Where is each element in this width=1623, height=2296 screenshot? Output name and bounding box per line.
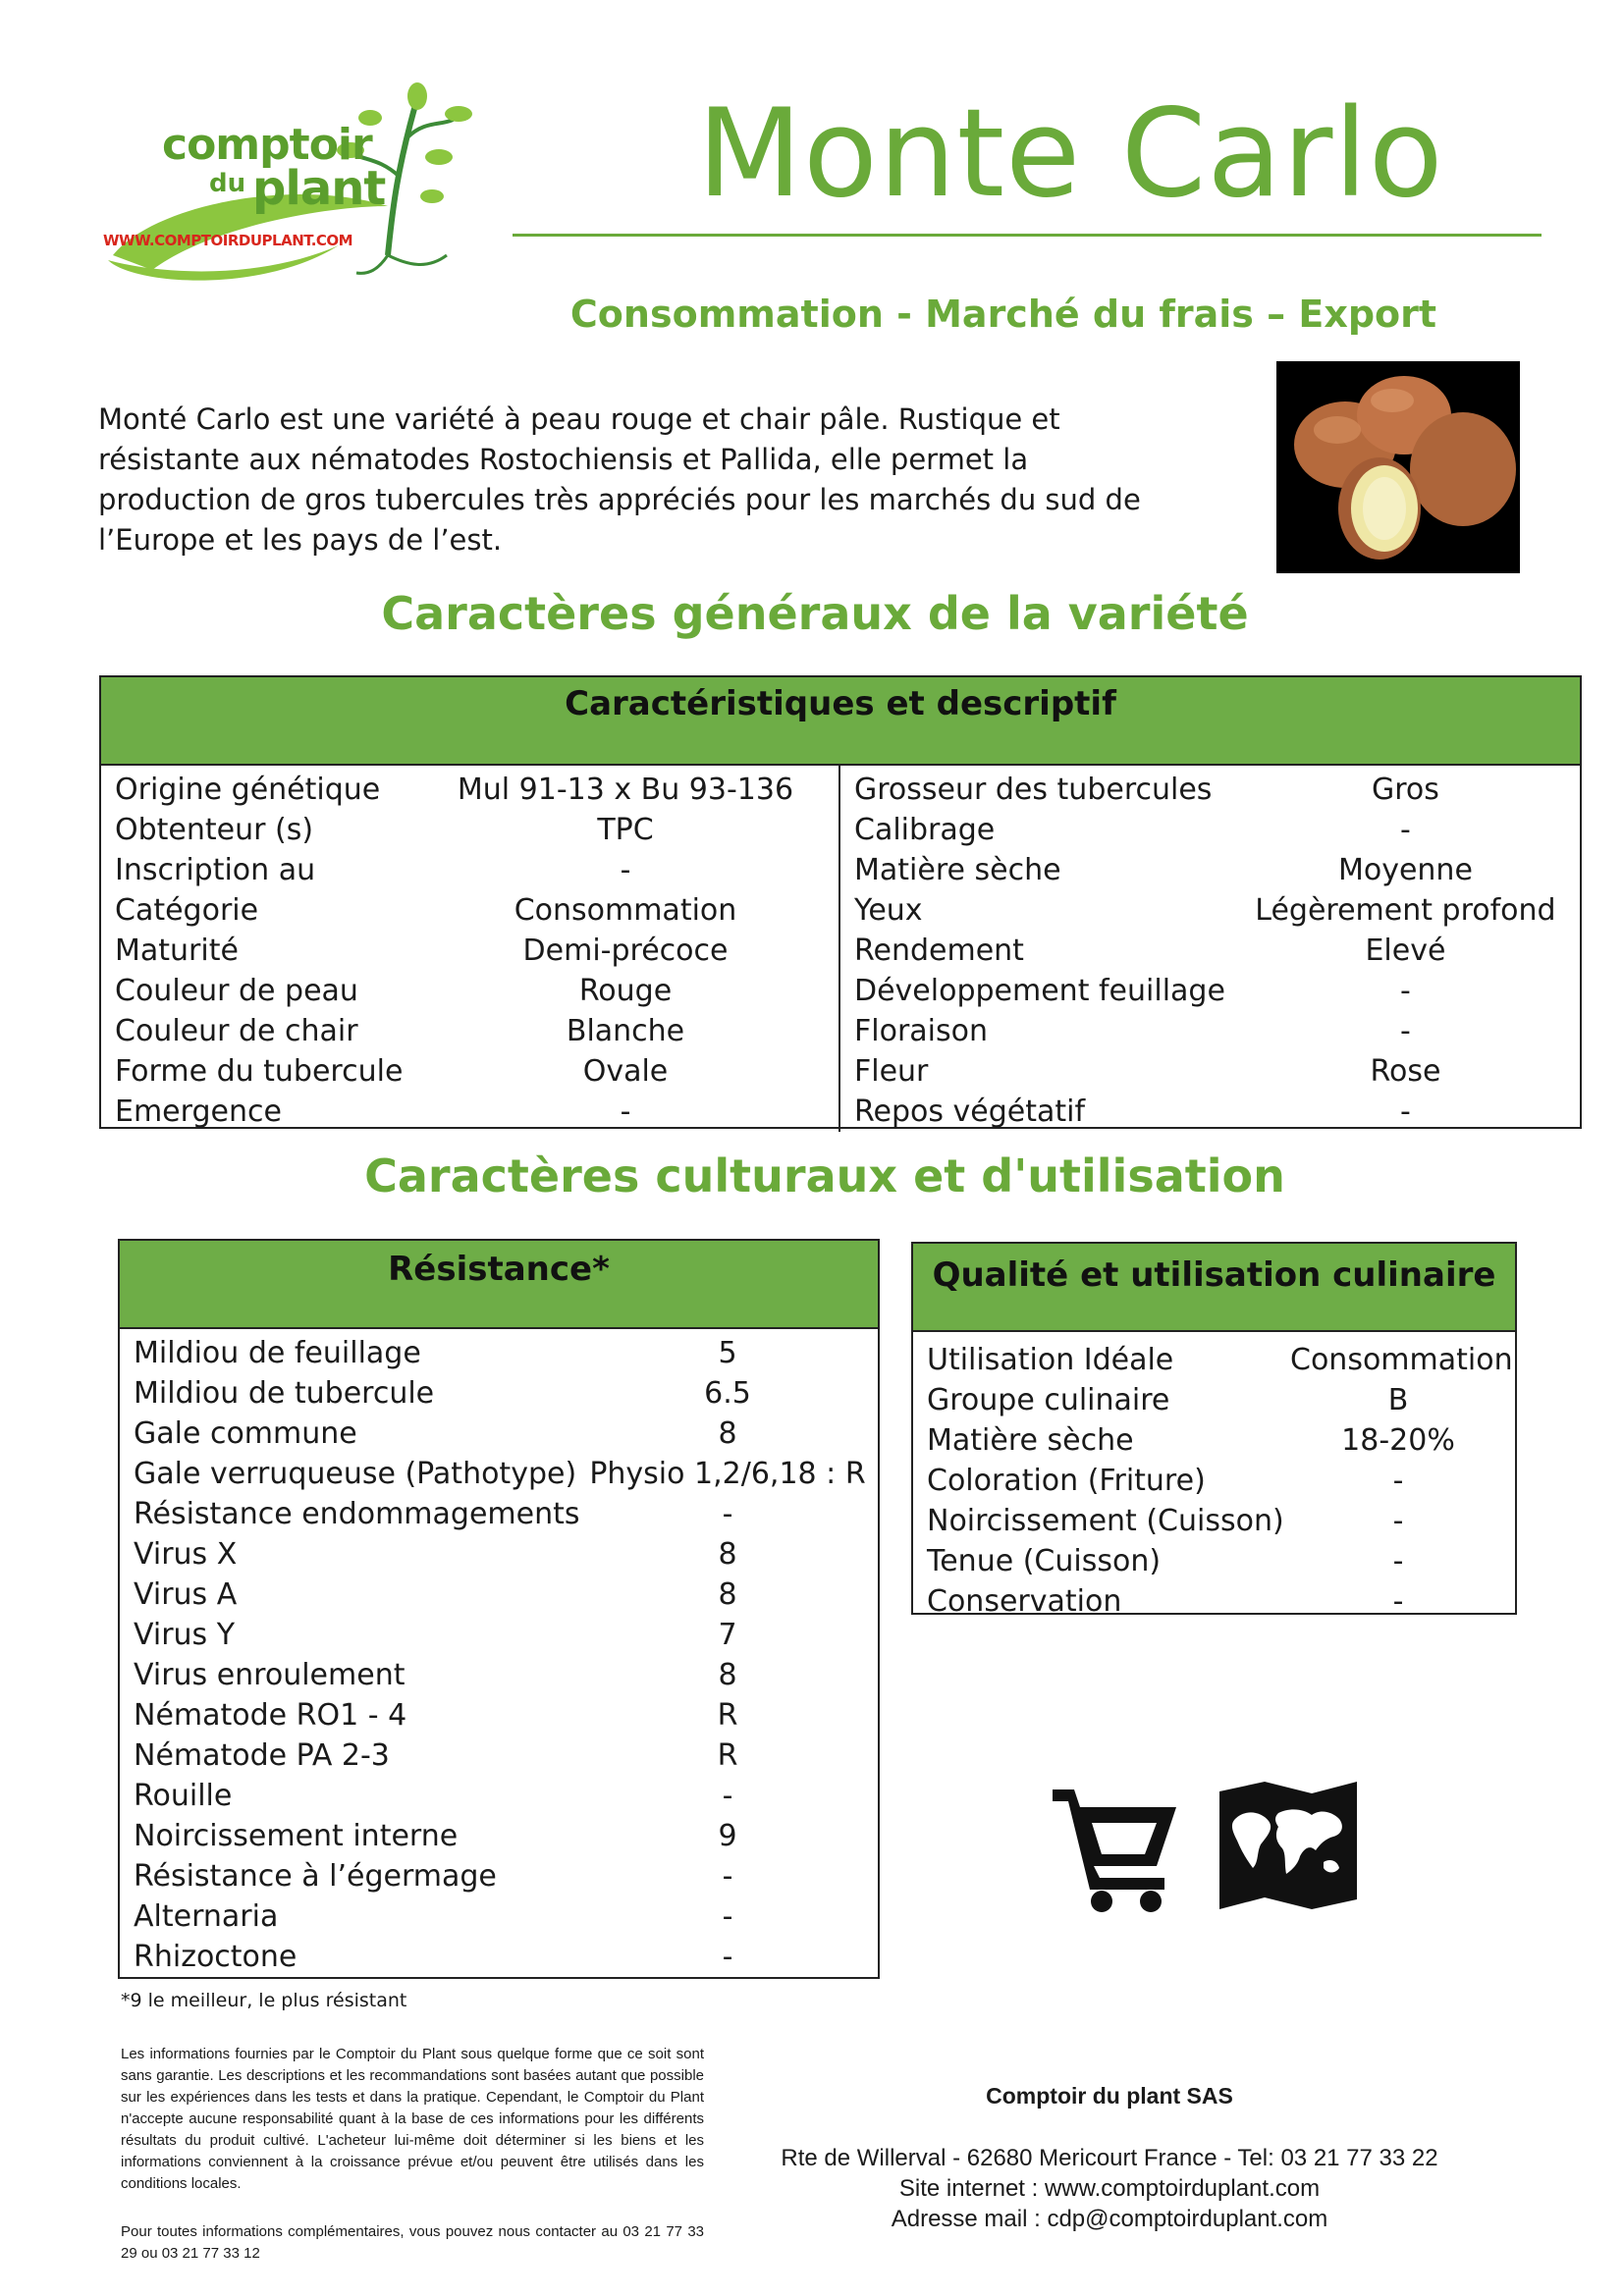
row-value: Consommation: [1290, 1343, 1513, 1377]
table-row: [120, 1776, 878, 1816]
row-value: -: [1400, 974, 1411, 1008]
company-address: Rte de Willerval - 62680 Mericourt France - Tel: 03 21 77 33 22: [781, 2145, 1438, 2171]
row-label: Emergence: [115, 1095, 282, 1129]
row-label: Conservation: [927, 1584, 1122, 1619]
row-label: Calibrage: [854, 813, 996, 847]
table-row: [101, 971, 839, 1011]
intro-text: Monté Carlo est une variété à peau rouge et chair pâle. Rustique et résistante aux nématodes Rostochiensis et Pallida, elle permet la production de gros tubercules très appréciés pour les marchés du sud de l’Europe et les pays de l’est.: [98, 402, 1141, 557]
row-value: -: [620, 853, 631, 887]
quality-table-title: Qualité et utilisation culinaire: [913, 1244, 1515, 1332]
row-value: -: [722, 1899, 733, 1934]
quality-table-body: [913, 1332, 1515, 1622]
table-row: [120, 1735, 878, 1776]
table-row: [120, 1534, 878, 1575]
row-label: Matière sèche: [927, 1423, 1134, 1458]
shopping-cart-icon: [1049, 1780, 1182, 1913]
table-row: [840, 1011, 1580, 1051]
row-label: Résistance à l’égermage: [134, 1859, 497, 1894]
table-row: [101, 770, 839, 810]
table-row: [101, 1092, 839, 1132]
table-row: [101, 931, 839, 971]
row-value: 5: [718, 1336, 737, 1370]
row-value: -: [620, 1095, 631, 1129]
table-row: [120, 1655, 878, 1695]
world-map-icon: [1217, 1780, 1359, 1911]
row-value: -: [1400, 1014, 1411, 1048]
table-row: [913, 1501, 1515, 1541]
row-label: Virus X: [134, 1537, 238, 1572]
table-row: [101, 850, 839, 890]
row-label: Noircissement (Cuisson): [927, 1504, 1284, 1538]
row-label: Développement feuillage: [854, 974, 1225, 1008]
table-row: [840, 1051, 1580, 1092]
table-row: [840, 971, 1580, 1011]
row-label: Couleur de chair: [115, 1014, 358, 1048]
characteristics-left-column: [101, 766, 840, 1132]
company-logo: [93, 59, 506, 294]
company-name: Comptoir du plant SAS: [986, 2083, 1233, 2109]
row-value: Elevé: [1365, 934, 1446, 968]
title-divider: [513, 234, 1542, 237]
characteristics-table-title: Caractéristiques et descriptif: [101, 677, 1580, 766]
table-row: [840, 770, 1580, 810]
row-label: Mildiou de tubercule: [134, 1376, 435, 1411]
table-row: [101, 1011, 839, 1051]
row-value: Rouge: [578, 974, 673, 1008]
table-row: [913, 1340, 1515, 1380]
row-value: Rose: [1370, 1054, 1441, 1089]
row-value: Demi-précoce: [522, 934, 729, 968]
row-value: -: [1392, 1504, 1404, 1538]
contact-note: Pour toutes informations complémentaires, vous pouvez nous contacter au 03 21 77 33 29 ou 03 21 77 33 12: [121, 2223, 704, 2262]
row-label: Catégorie: [115, 893, 259, 928]
company-email: Adresse mail : cdp@comptoirduplant.com: [891, 2206, 1328, 2232]
row-value: 7: [718, 1618, 737, 1652]
table-row: [913, 1420, 1515, 1461]
row-label: Résistance endommagements: [134, 1497, 580, 1531]
table-row: [120, 1615, 878, 1655]
row-value: R: [717, 1738, 738, 1773]
row-label: Matière sèche: [854, 853, 1061, 887]
table-row: [120, 1937, 878, 1977]
table-row: [913, 1461, 1515, 1501]
row-value: -: [722, 1859, 733, 1894]
quality-table: [911, 1242, 1517, 1619]
row-label: Grosseur des tubercules: [854, 773, 1213, 807]
row-value: -: [722, 1940, 733, 1974]
row-label: Inscription au: [115, 853, 316, 887]
table-row: [913, 1581, 1515, 1622]
row-value: Consommation: [514, 893, 737, 928]
row-value: Physio 1,2/6,18 : R: [589, 1457, 866, 1491]
row-value: -: [1400, 813, 1411, 847]
row-value: Ovale: [582, 1054, 669, 1089]
row-value: R: [717, 1698, 738, 1733]
row-value: B: [1387, 1383, 1409, 1417]
row-value: 18-20%: [1341, 1423, 1455, 1458]
row-label: Forme du tubercule: [115, 1054, 404, 1089]
section-heading-general: Caractères généraux de la variété: [381, 587, 1249, 640]
table-row: [120, 1414, 878, 1454]
table-row: [840, 931, 1580, 971]
row-label: Tenue (Cuisson): [927, 1544, 1162, 1578]
company-contact: [727, 2143, 1492, 2234]
potato-photo: [1276, 361, 1520, 573]
row-value: 8: [718, 1577, 737, 1612]
row-value: Légèrement profond: [1255, 893, 1556, 928]
table-row: [120, 1695, 878, 1735]
row-label: Maturité: [115, 934, 239, 968]
row-value: -: [1392, 1544, 1404, 1578]
row-label: Mildiou de feuillage: [134, 1336, 421, 1370]
row-label: Virus enroulement: [134, 1658, 406, 1692]
row-value: Moyenne: [1337, 853, 1473, 887]
row-value: -: [1400, 1095, 1411, 1129]
table-row: [913, 1541, 1515, 1581]
row-value: 9: [718, 1819, 737, 1853]
row-label: Obtenteur (s): [115, 813, 314, 847]
row-value: -: [722, 1779, 733, 1813]
row-value: 8: [718, 1658, 737, 1692]
logo-word-du: du: [209, 169, 246, 198]
row-label: Noircissement interne: [134, 1819, 459, 1853]
table-row: [120, 1373, 878, 1414]
table-row: [101, 810, 839, 850]
row-value: Gros: [1371, 773, 1439, 807]
row-value: Blanche: [566, 1014, 685, 1048]
intro-paragraph: [98, 400, 1208, 561]
table-row: [120, 1575, 878, 1615]
row-label: Alternaria: [134, 1899, 279, 1934]
resistance-table: [118, 1239, 880, 1979]
company-website: Site internet : www.comptoirduplant.com: [898, 2175, 1321, 2202]
subtitle: Consommation - Marché du frais – Export: [569, 293, 1437, 336]
row-label: Utilisation Idéale: [927, 1343, 1174, 1377]
resistance-footnote: *9 le meilleur, le plus résistant: [121, 1990, 407, 2011]
row-label: Rendement: [854, 934, 1024, 968]
row-label: Nématode PA 2-3: [134, 1738, 390, 1773]
table-row: [840, 1092, 1580, 1132]
table-row: [120, 1454, 878, 1494]
table-row: [913, 1380, 1515, 1420]
table-row: [120, 1896, 878, 1937]
characteristics-table: [99, 675, 1582, 1129]
row-value: 6.5: [704, 1376, 751, 1411]
row-label: Gale commune: [134, 1416, 357, 1451]
table-row: [120, 1856, 878, 1896]
row-label: Groupe culinaire: [927, 1383, 1170, 1417]
logo-url: WWW.COMPTOIRDUPLANT.COM: [103, 232, 353, 249]
row-value: TPC: [597, 813, 654, 847]
table-row: [840, 810, 1580, 850]
row-label: Fleur: [854, 1054, 929, 1089]
resistance-table-title: Résistance*: [120, 1241, 878, 1329]
row-label: Virus A: [134, 1577, 238, 1612]
table-row: [840, 890, 1580, 931]
row-value: -: [722, 1497, 733, 1531]
table-row: [120, 1816, 878, 1856]
row-label: Rhizoctone: [134, 1940, 298, 1974]
table-row: [120, 1333, 878, 1373]
row-value: 8: [718, 1537, 737, 1572]
row-label: Repos végétatif: [854, 1095, 1086, 1129]
row-label: Origine génétique: [115, 773, 381, 807]
logo-word-plant: plant: [252, 161, 386, 216]
table-row: [101, 1051, 839, 1092]
table-row: [101, 890, 839, 931]
table-row: [120, 1494, 878, 1534]
row-label: Gale verruqueuse (Pathotype): [134, 1457, 577, 1491]
row-label: Yeux: [854, 893, 923, 928]
row-value: 8: [718, 1416, 737, 1451]
row-label: Nématode RO1 - 4: [134, 1698, 407, 1733]
characteristics-right-column: [840, 766, 1580, 1132]
row-value: Mul 91-13 x Bu 93-136: [457, 773, 794, 807]
table-row: [840, 850, 1580, 890]
disclaimer: Les informations fournies par le Comptoir du Plant sous quelque forme que ce soit sont sans garantie. Les descriptions et les recommandations sont basées autant que possible sur les expériences dans les tests et dans la pratique. Cependant, le Comptoir du Plant n'accepte aucune responsabilité quant à la base de ces informations pour les différents résultats du produit cultivé. L'acheteur lui-même doit déterminer si les biens et les informations conviennent à la croissance prévue et/ou peuvent être utilisés dans les conditions locales.: [121, 2046, 704, 2192]
row-label: Floraison: [854, 1014, 988, 1048]
page-title: Monte Carlo: [697, 83, 1444, 225]
row-label: Rouille: [134, 1779, 233, 1813]
resistance-table-body: [120, 1329, 878, 1977]
row-label: Virus Y: [134, 1618, 236, 1652]
row-value: -: [1392, 1584, 1404, 1619]
row-label: Couleur de peau: [115, 974, 358, 1008]
section-heading-cultural: Caractères culturaux et d'utilisation: [364, 1149, 1285, 1202]
row-label: Coloration (Friture): [927, 1464, 1206, 1498]
logo-word-comptoir: comptoir: [162, 120, 372, 170]
row-value: -: [1392, 1464, 1404, 1498]
